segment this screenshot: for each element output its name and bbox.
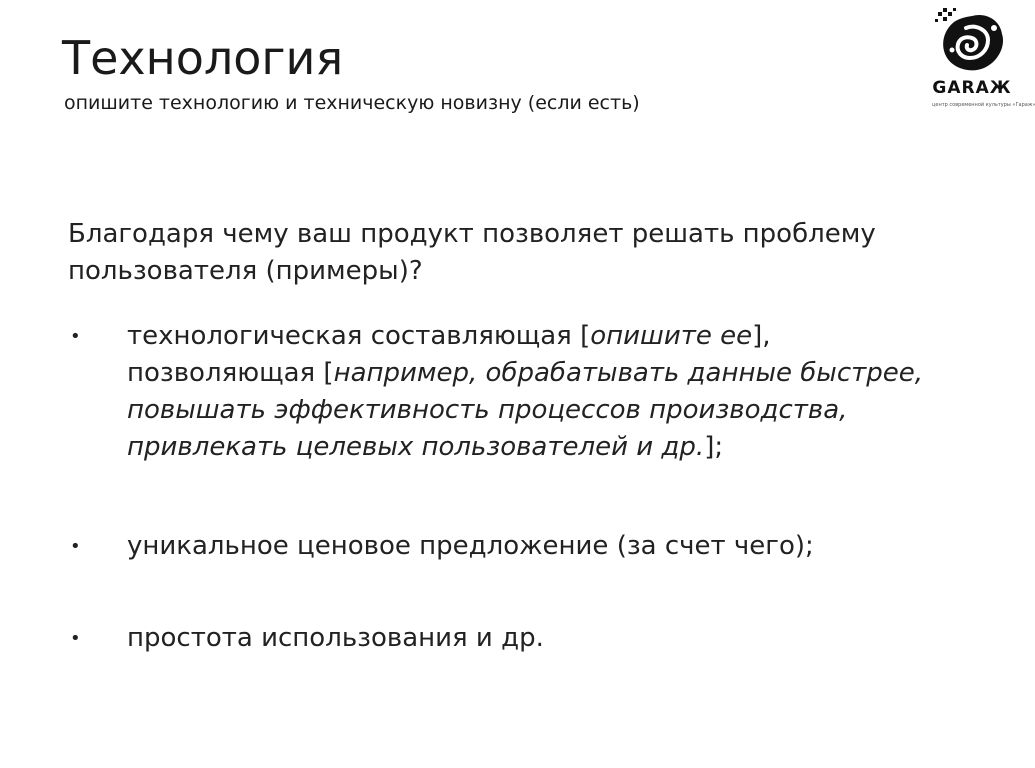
bullet-text: уникальное ценовое предложение (за счет чего); <box>127 531 814 561</box>
main-question: Благодаря чему ваш продукт позволяет решать проблему пользователя (примеры)? <box>68 219 876 286</box>
logo-tagline: центр современной культуры «Гараж» <box>932 102 1035 108</box>
bullet-text: простота использования и др. <box>127 623 544 653</box>
bullet-marker: • <box>70 326 81 347</box>
bullet-marker: • <box>70 536 81 557</box>
bullet-text-italic: например, обрабатывать данные быстрее, повышать эффективность процессов производства, привлекать целевых пользователей и др. <box>127 358 924 462</box>
bullet-text <box>127 318 957 466</box>
bullet-marker: • <box>70 628 81 649</box>
garage-emblem-icon <box>926 6 1018 78</box>
bullet-text-part: ]; <box>704 432 724 462</box>
slide-title: Технология <box>62 31 344 85</box>
garage-logo <box>926 6 1035 118</box>
slide-subtitle: опишите технологию и техническую новизну (если есть) <box>64 92 640 114</box>
bullet-text-part: ], позволяющая [ <box>127 321 771 388</box>
bullet-text-part: технологическая составляющая [ <box>127 321 591 351</box>
logo-wordmark: GARAЖ <box>932 78 1012 98</box>
bullet-text-italic: опишите ее <box>590 321 753 351</box>
